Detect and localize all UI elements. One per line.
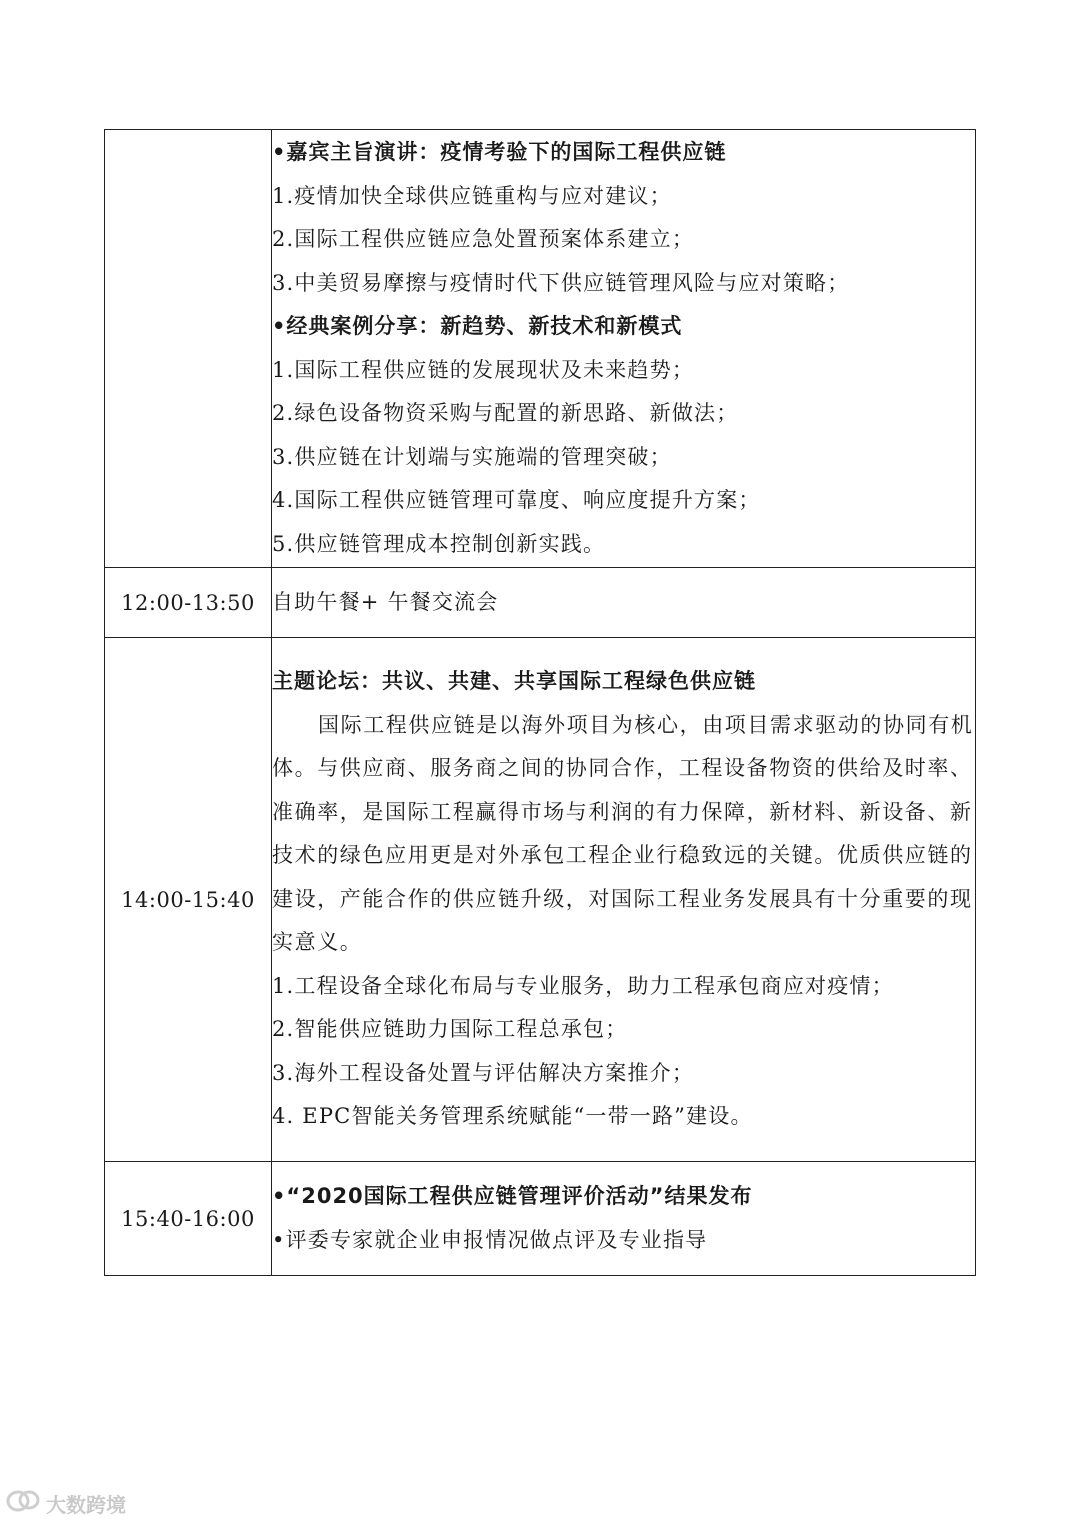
schedule-row xyxy=(105,638,976,1162)
schedule-row xyxy=(105,130,976,568)
list-item: 1.国际工程供应链的发展现状及未来趋势； xyxy=(272,357,695,382)
list-item: 4.国际工程供应链管理可靠度、响应度提升方案； xyxy=(272,488,761,512)
weibo-chat-logo-icon xyxy=(6,1488,40,1519)
list-item: 1.疫情加快全球供应链重构与应对建议； xyxy=(272,183,672,208)
list-item: •评委专家就企业申报情况做点评及专业指导 xyxy=(272,1227,708,1252)
list-item: 3.海外工程设备处置与评估解决方案推介； xyxy=(272,1060,695,1085)
time-cell: 14:00-15:40 xyxy=(105,638,272,1162)
list-item: 自助午餐+ 午餐交流会 xyxy=(272,589,499,614)
schedule-row xyxy=(105,568,976,638)
content-cell xyxy=(272,638,976,1162)
schedule-row xyxy=(105,1162,976,1276)
list-item: 3.中美贸易摩擦与疫情时代下供应链管理风险与应对策略； xyxy=(272,270,850,295)
content-cell xyxy=(272,130,976,568)
section-heading: •经典案例分享：新趋势、新技术和新模式 xyxy=(272,314,683,338)
watermark xyxy=(6,1488,126,1519)
forum-paragraph: 国际工程供应链是以海外项目为核心，由项目需求驱动的协同有机体。与供应商、服务商之间的协同合作，工程设备物资的供给及时率、准确率，是国际工程赢得市场与利润的有力保障，新材料、新设备、新技术的绿色应用更是对外承包工程企业行稳致远的关键。优质供应链的建设，产能合作的供应链升级，对国际工程业务发展具有十分重要的现实意义。 xyxy=(272,712,974,955)
section-heading: •嘉宾主旨演讲：疫情考验下的国际工程供应链 xyxy=(272,140,727,164)
watermark-text: 大数跨境 xyxy=(46,1493,126,1517)
content-cell xyxy=(272,1162,976,1276)
time-cell: 15:40-16:00 xyxy=(105,1162,272,1276)
list-item: 2.绿色设备物资采购与配置的新思路、新做法； xyxy=(272,401,739,425)
list-item: 5.供应链管理成本控制创新实践。 xyxy=(272,531,606,556)
schedule-table xyxy=(104,129,976,1276)
content-cell xyxy=(272,568,976,638)
forum-heading: 主题论坛：共议、共建、共享国际工程绿色供应链 xyxy=(272,669,756,694)
list-item: 2.国际工程供应链应急处置预案体系建立； xyxy=(272,227,695,251)
list-item: 2.智能供应链助力国际工程总承包； xyxy=(272,1017,628,1042)
list-item: 3.供应链在计划端与实施端的管理突破； xyxy=(272,444,672,469)
time-cell xyxy=(105,130,272,568)
list-item: 4. EPC智能关务管理系统赋能“一带一路”建设。 xyxy=(272,1104,753,1129)
section-heading: •“2020国际工程供应链管理评价活动”结果发布 xyxy=(272,1184,753,1208)
list-item: 1.工程设备全球化布局与专业服务，助力工程承包商应对疫情； xyxy=(272,973,894,998)
time-cell: 12:00-13:50 xyxy=(105,568,272,638)
